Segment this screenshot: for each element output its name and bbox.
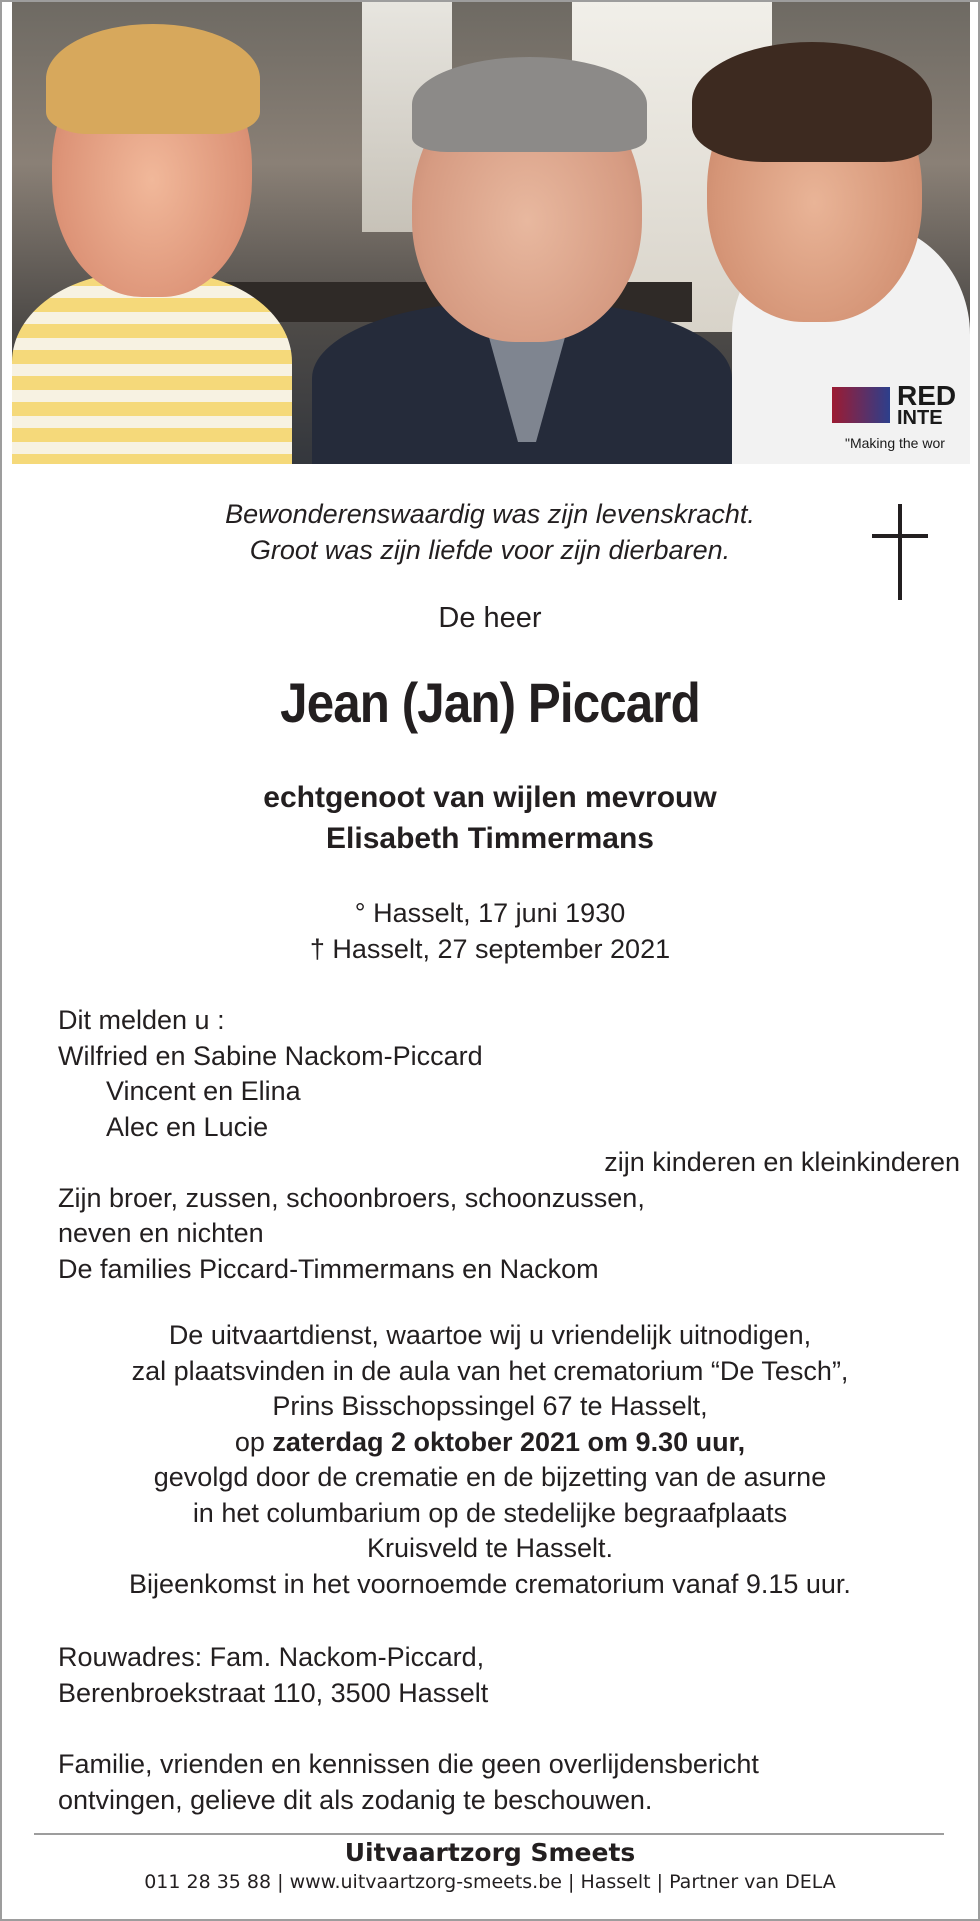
service-date-prefix: op <box>234 1426 273 1457</box>
service-line-1: De uitvaartdienst, waartoe wij u vriendelijk uitnodigen, <box>168 1320 812 1350</box>
service-line-3: Prins Bisschopssingel 67 te Hasselt, <box>272 1391 708 1421</box>
person-right-hair <box>692 42 932 162</box>
death-date: † Hasselt, 27 september 2021 <box>309 934 671 964</box>
memorial-photo <box>12 2 970 464</box>
person-left-hair <box>46 24 260 134</box>
spouse-line-2: Elisabeth Timmermans <box>326 822 654 855</box>
service-line-7: Kruisveld te Hasselt. <box>366 1533 614 1563</box>
motto <box>0 496 980 568</box>
notice <box>58 1747 938 1818</box>
service-line-8: Bijeenkomst in het voornoemde crematorium vanaf 9.15 uur. <box>129 1568 851 1599</box>
motto-line-1: Bewonderenswaardig was zijn levenskracht. <box>225 499 755 529</box>
announcement <box>58 1003 960 1287</box>
service-details <box>40 1318 940 1602</box>
announcement-intro: Dit melden u : <box>58 1005 225 1035</box>
mourning-address <box>58 1640 938 1711</box>
relation-label: zijn kinderen en kleinkinderen <box>604 1147 960 1177</box>
service-line-4 <box>40 1425 940 1461</box>
shirt-text-1: RED <box>897 380 957 411</box>
person-center-hair <box>412 57 647 152</box>
notice-line-1: Familie, vrienden en kennissen die geen overlijdensbericht <box>58 1749 759 1779</box>
life-dates <box>0 895 980 967</box>
grandchildren-2: Alec en Lucie <box>106 1111 269 1142</box>
families: De families Piccard-Timmermans en Nackom <box>58 1253 599 1284</box>
footer-company: Uitvaartzorg Smeets <box>344 1838 636 1867</box>
footer-divider <box>34 1833 944 1835</box>
spouse-info <box>0 777 980 859</box>
deceased-name: Jean (Jan) Piccard <box>280 671 700 734</box>
siblings-line-1: Zijn broer, zussen, schoonbroers, schoonzussen, <box>58 1182 645 1213</box>
service-line-2: zal plaatsvinden in de aula van het crematorium “De Tesch”, <box>131 1355 849 1386</box>
footer-contact: 011 28 35 88 | www.uitvaartzorg-smeets.be | Hasselt | Partner van DELA <box>144 1871 836 1893</box>
motto-line-2: Groot was zijn liefde voor zijn dierbaren. <box>249 535 731 565</box>
children: Wilfried en Sabine Nackom-Piccard <box>58 1040 483 1071</box>
grandchildren-1: Vincent en Elina <box>106 1076 301 1106</box>
notice-line-2: ontvingen, gelieve dit als zodanig te beschouwen. <box>58 1784 653 1815</box>
service-line-6: in het columbarium op de stedelijke begraafplaats <box>192 1497 788 1528</box>
person-left-shirt <box>12 272 292 464</box>
shirt-logo <box>832 387 890 423</box>
service-line-5: gevolgd door de crematie en de bijzetting van de asurne <box>153 1462 827 1492</box>
address-line-1: Rouwadres: Fam. Nackom-Piccard, <box>58 1642 485 1672</box>
honorific: De heer <box>438 602 542 634</box>
siblings-line-2: neven en nichten <box>58 1218 264 1248</box>
spouse-line-1: echtgenoot van wijlen mevrouw <box>263 781 717 814</box>
address-line-2: Berenbroekstraat 110, 3500 Hasselt <box>58 1677 489 1708</box>
shirt-text-2: INTE <box>897 407 943 429</box>
birth-date: ° Hasselt, 17 juni 1930 <box>354 898 626 928</box>
service-date: zaterdag 2 oktober 2021 om 9.30 uur, <box>272 1426 746 1457</box>
shirt-text-3: "Making the wor <box>845 435 945 451</box>
